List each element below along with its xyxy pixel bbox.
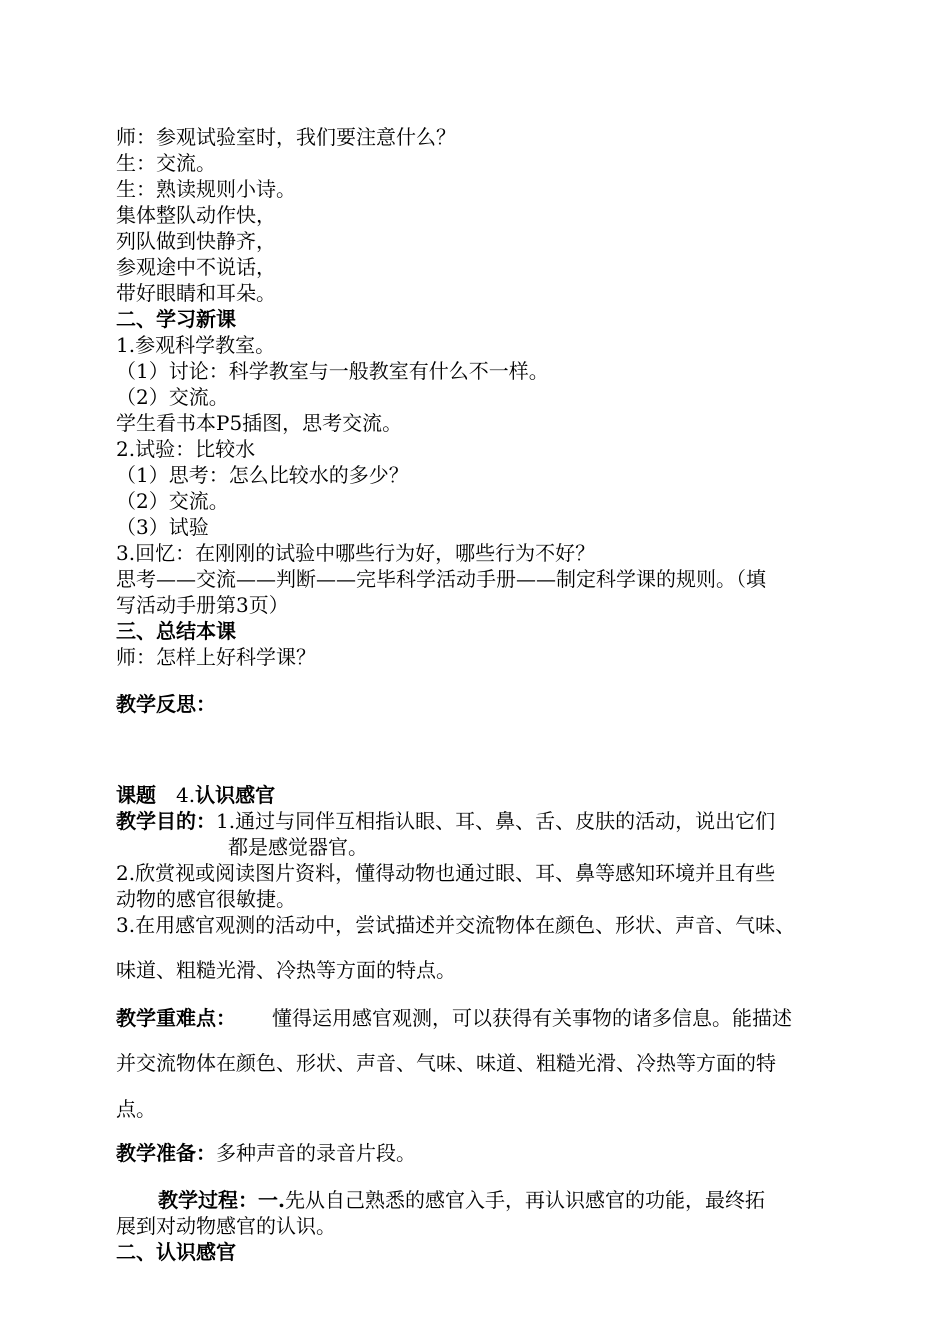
lesson-title-text: 认识感官 (195, 783, 276, 807)
section-heading: 二、学习新课 (116, 307, 236, 331)
text-line: （1）讨论：科学教室与一般教室有什么不一样。 (116, 359, 549, 383)
text-line: 写活动手册第3页） (116, 593, 289, 617)
process-label: 教学过程： (158, 1188, 258, 1212)
text-line: 2.试验：比较水 (116, 437, 256, 461)
text-line: 3.在用感官观测的活动中，尝试描述并交流物体在颜色、形状、声音、气味、 (116, 913, 796, 937)
preparation-label: 教学准备： (116, 1141, 216, 1165)
text-line: 参观途中不说话， (116, 255, 276, 279)
text-line: （1）思考：怎么比较水的多少？ (116, 463, 409, 487)
key-points-label: 教学重难点： (116, 1006, 236, 1030)
preparation-text: 多种声音的录音片段。 (216, 1141, 416, 1165)
lesson-title (116, 782, 275, 808)
goal-label: 教学目的： (116, 809, 216, 833)
process-text: 先从自己熟悉的感官入手，再认识感官的功能，最终拓 (284, 1188, 765, 1212)
text-line: 生：熟读规则小诗。 (116, 177, 296, 201)
key-points-line (116, 1005, 792, 1031)
text-line: 展到对动物感官的认识。 (116, 1214, 336, 1238)
text-line: （3）试验 (116, 515, 209, 539)
preparation-line (116, 1140, 416, 1166)
lesson-title-label: 课题 (116, 783, 156, 807)
goal-line-continued: 都是感觉器官。 (228, 835, 368, 859)
text-line: 学生看书本P5插图，思考交流。 (116, 411, 403, 435)
goal-line (116, 808, 775, 834)
text-line: 味道、粗糙光滑、冷热等方面的特点。 (116, 958, 456, 982)
text-line: 思考——交流——判断——完毕科学活动手册——制定科学课的规则。（填 (116, 567, 766, 591)
text-line: 并交流物体在颜色、形状、声音、气味、味道、粗糙光滑、冷热等方面的特 (116, 1051, 776, 1075)
key-points-text: 懂得运用感官观测，可以获得有关事物的诸多信息。能描述 (272, 1006, 792, 1030)
reflection-label: 教学反思： (116, 692, 216, 716)
text-line: 动物的感官很敏捷。 (116, 887, 296, 911)
process-line (158, 1187, 765, 1213)
goal-text: 1.通过与同伴互相指认眼、耳、鼻、舌、皮肤的活动，说出它们 (216, 809, 776, 833)
text-line: 2.欣赏视或阅读图片资料，懂得动物也通过眼、耳、鼻等感知环境并且有些 (116, 861, 776, 885)
section-heading: 三、总结本课 (116, 619, 236, 643)
text-line: 1.参观科学教室。 (116, 333, 276, 357)
text-line: 点。 (116, 1097, 156, 1121)
text-line: （2）交流。 (116, 489, 229, 513)
text-line: 列队做到快静齐， (116, 229, 276, 253)
text-line: 带好眼睛和耳朵。 (116, 281, 276, 305)
text-line: （2）交流。 (116, 385, 229, 409)
text-line: 3.回忆：在刚刚的试验中哪些行为好，哪些行为不好？ (116, 541, 596, 565)
lesson-title-number: 4. (176, 783, 196, 807)
text-line: 集体整队动作快， (116, 203, 276, 227)
process-step: 一. (258, 1188, 285, 1212)
section-heading: 二、认识感官 (116, 1240, 236, 1264)
text-line: 生：交流。 (116, 151, 216, 175)
text-line: 师：怎样上好科学课？ (116, 645, 316, 669)
text-line: 师：参观试验室时，我们要注意什么？ (116, 125, 456, 149)
